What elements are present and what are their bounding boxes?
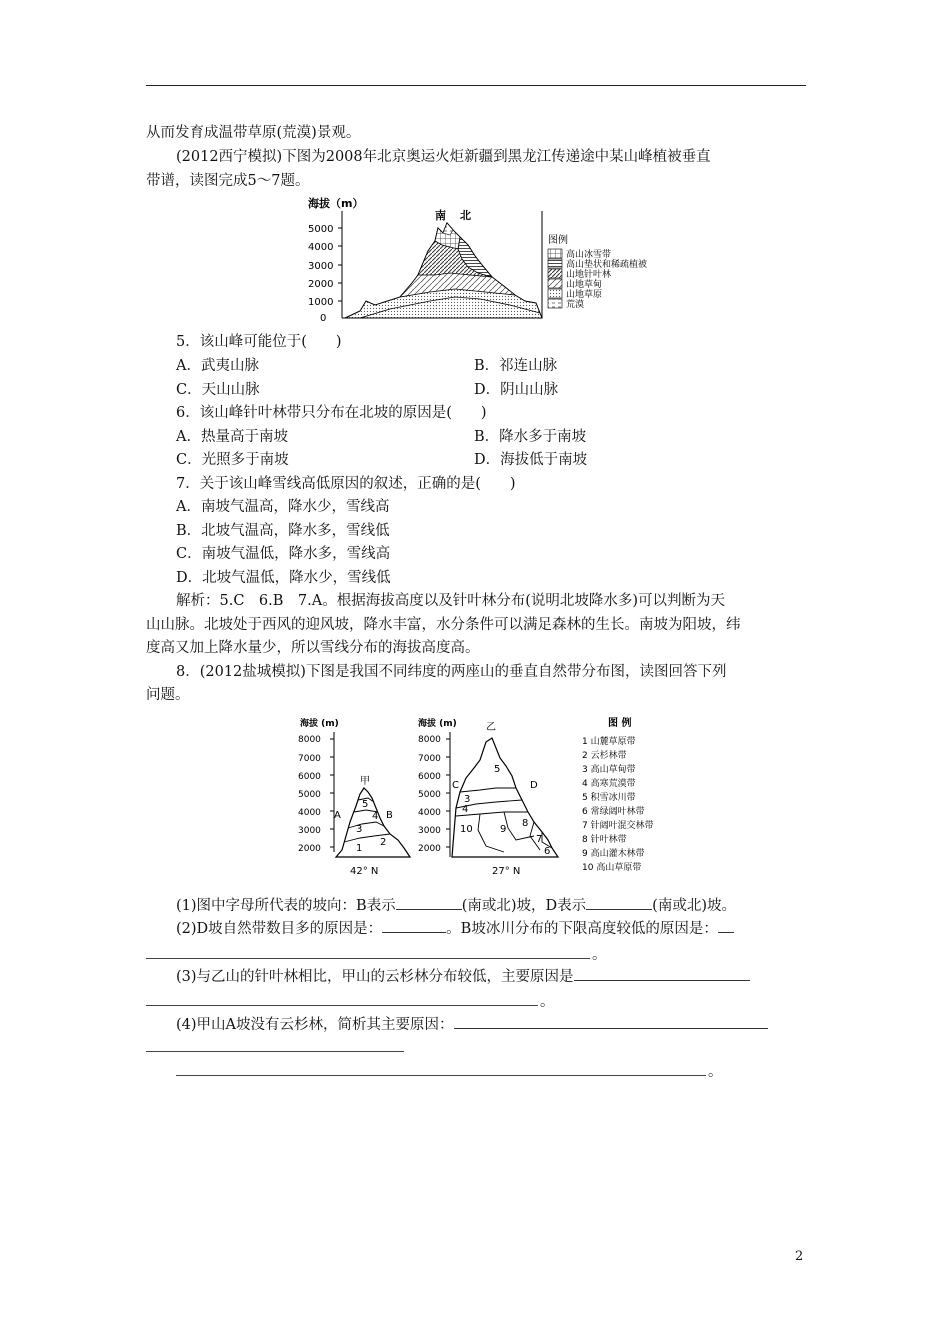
answer-line-a-slope-reason-3[interactable] — [176, 1075, 706, 1076]
fig1-legend-item: 高山垫状和稀疏植被 — [566, 260, 648, 270]
fig2-slope-a: A — [334, 810, 341, 821]
intro-line: 从而发育成温带草原(荒漠)景观。 — [146, 125, 361, 141]
subq-3 — [176, 966, 750, 988]
answer-blank-a-slope-reason[interactable] — [454, 1014, 768, 1029]
fig1-legend-item: 高山冰雪带 — [566, 250, 612, 260]
fig2-legend-item: 8 针叶林带 — [582, 835, 627, 845]
fig2-legend-item: 7 针阔叶混交林带 — [582, 821, 654, 831]
fig1-legend-item: 山地针叶林 — [566, 270, 612, 280]
fig1-ytick: 2000 — [308, 279, 334, 290]
fig2-right-tick: 2000 — [418, 844, 441, 854]
subq-1-part-c: (南或北)坡。 — [652, 898, 736, 914]
subq-2-part-a: (2)D坡自然带数目多的原因是： — [176, 921, 383, 937]
fig2-left-ylabel: 海拔 (m) — [300, 719, 339, 729]
q57-intro-1: (2012西宁模拟)下图为2008年北京奥运火炬新疆到黑龙江传递途中某山峰植被垂直 — [176, 149, 711, 165]
subq-1 — [176, 895, 736, 917]
fig2-slope-c: C — [452, 780, 459, 791]
fig2-slope-d: D — [530, 780, 538, 791]
fig2-right-num: 9 — [500, 824, 507, 835]
fig2-legend-item: 6 常绿阔叶林带 — [582, 807, 645, 817]
fig2-right-num: 3 — [464, 794, 471, 805]
fig2-legend-title: 图 例 — [608, 718, 632, 729]
answer-blank-b-slope[interactable] — [396, 895, 462, 910]
fig2-left-num: 3 — [356, 824, 363, 835]
q7-option-b: B．北坡气温高，降水多，雪线低 — [176, 523, 390, 539]
fig2-left-num: 1 — [356, 843, 363, 854]
header-rule — [146, 85, 806, 86]
fig2-left-tick: 4000 — [298, 808, 321, 818]
q5-stem: 5．该山峰可能位于( ) — [176, 334, 342, 350]
subq-1-part-a: (1)图中字母所代表的坡向：B表示 — [176, 898, 396, 914]
fig2-right-num: 6 — [544, 846, 551, 857]
q6-stem: 6．该山峰针叶林带只分布在北坡的原因是( ) — [176, 405, 487, 421]
answer-line-a-slope-reason-2[interactable] — [146, 1051, 404, 1052]
fig1-legend-item: 荒漠 — [566, 300, 585, 310]
fig2-jia-label: 甲 — [360, 776, 370, 787]
fig2-legend-item: 2 云杉林带 — [582, 751, 627, 761]
fig1-ytick: 1000 — [308, 297, 334, 308]
q7-option-d: D．北坡气温低，降水少，雪线低 — [176, 570, 391, 586]
fig2-left-tick: 8000 — [298, 735, 321, 745]
fig2-legend-item: 9 高山灌木林带 — [582, 849, 645, 859]
subq-1-part-b: (南或北)坡，D表示 — [461, 898, 587, 914]
subq-2-end: 。 — [592, 947, 607, 963]
q6-option-d: D．海拔低于南坡 — [474, 452, 588, 468]
page-number: 2 — [795, 1249, 804, 1264]
subq-3-part-a: (3)与乙山的针叶林相比，甲山的云杉林分布较低，主要原因是 — [176, 969, 574, 985]
fig2-right-tick: 3000 — [418, 826, 441, 836]
q6-option-b: B．降水多于南坡 — [474, 429, 587, 445]
q8-intro-2: 问题。 — [146, 687, 190, 703]
fig2-right-num: 4 — [462, 804, 469, 815]
subq-4 — [176, 1014, 768, 1036]
analysis-line-3: 度高又加上降水量少，所以雪线分布的海拔高度高。 — [146, 640, 480, 656]
subq-3-end: 。 — [540, 994, 555, 1010]
fig2-right-tick: 7000 — [418, 754, 441, 764]
fig2-left-num: 5 — [362, 799, 369, 810]
fig2-left-tick: 5000 — [298, 790, 321, 800]
answer-blank-d-slope[interactable] — [586, 895, 652, 910]
fig1-legend-item: 山地草甸 — [566, 280, 603, 290]
answer-blank-b-reason-start[interactable] — [718, 918, 734, 933]
fig2-right-num: 7 — [536, 834, 543, 845]
fig2-right-num: 8 — [522, 818, 529, 829]
q5-option-c: C．天山山脉 — [176, 382, 260, 398]
vegetation-zone-figure — [300, 193, 690, 323]
subq-4-part-a: (4)甲山A坡没有云杉林，简析其主要原因： — [176, 1017, 454, 1033]
altitude-zone-figure — [290, 712, 710, 880]
fig2-legend-item: 5 积雪冰川带 — [582, 793, 636, 803]
q7-option-c: C．南坡气温低，降水多，雪线高 — [176, 546, 391, 562]
fig2-legend-item: 3 高山草甸带 — [582, 765, 636, 775]
fig2-right-tick: 5000 — [418, 790, 441, 800]
fig2-left-num: 4 — [372, 811, 379, 822]
fig2-right-ylabel: 海拔 (m) — [418, 719, 457, 729]
answer-line-b-reason[interactable] — [146, 958, 590, 959]
fig1-ytick: 3000 — [308, 261, 334, 272]
answer-blank-d-reason[interactable] — [382, 918, 446, 933]
fig1-north-label: 北 — [460, 209, 471, 222]
fig2-yi-label: 乙 — [486, 722, 496, 733]
fig2-right-tick: 6000 — [418, 772, 441, 782]
fig2-legend-item: 1 山麓草原带 — [582, 737, 636, 747]
fig2-left-tick: 7000 — [298, 754, 321, 764]
analysis-line-2: 山山脉。北坡处于西风的迎风坡，降水丰富，水分条件可以满足森林的生长。南坡为阳坡，纬 — [146, 617, 741, 633]
q6-option-c: C．光照多于南坡 — [176, 452, 289, 468]
fig2-slope-b: B — [386, 810, 393, 821]
fig2-right-num: 5 — [494, 764, 501, 775]
q5-option-d: D．阴山山脉 — [474, 382, 559, 398]
fig1-ytick: 0 — [320, 313, 327, 323]
fig2-left-num: 2 — [380, 837, 387, 848]
fig1-ytick: 4000 — [308, 242, 334, 253]
fig2-left-tick: 6000 — [298, 772, 321, 782]
fig2-left-tick: 3000 — [298, 826, 321, 836]
q8-intro-1: 8．(2012盐城模拟)下图是我国不同纬度的两座山的垂直自然带分布图，读图回答下列 — [176, 664, 727, 680]
fig1-south-label: 南 — [435, 209, 446, 222]
answer-line-spruce-reason[interactable] — [146, 1005, 538, 1006]
q5-option-b: B．祁连山脉 — [474, 358, 558, 374]
fig2-right-tick: 8000 — [418, 735, 441, 745]
subq-2 — [176, 918, 734, 940]
answer-blank-spruce-reason[interactable] — [574, 966, 750, 981]
subq-2-part-b: 。B坡冰川分布的下限高度较低的原因是： — [446, 921, 718, 937]
q57-intro-2: 带谱，读图完成5～7题。 — [146, 173, 310, 189]
fig1-legend-title: 图例 — [548, 235, 568, 246]
fig1-ylabel: 海拔（m） — [308, 197, 364, 210]
analysis-line-1: 解析：5.C 6.B 7.A。根据海拔高度以及针叶林分布(说明北坡降水多)可以判断为天 — [176, 593, 726, 609]
fig2-right-num: 10 — [460, 824, 473, 835]
q7-option-a: A．南坡气温高，降水少，雪线高 — [176, 499, 390, 515]
fig2-lat-right: 27° N — [492, 866, 521, 877]
fig1-legend-item: 山地草原 — [566, 290, 603, 300]
fig2-lat-left: 42° N — [350, 866, 379, 877]
fig2-right-tick: 4000 — [418, 808, 441, 818]
fig2-legend-item: 4 高寒荒漠带 — [582, 779, 636, 789]
q7-stem: 7．关于该山峰雪线高低原因的叙述，正确的是( ) — [176, 476, 516, 492]
q5-option-a: A．武夷山脉 — [176, 358, 259, 374]
q6-option-a: A．热量高于南坡 — [176, 429, 288, 445]
fig1-ytick: 5000 — [308, 224, 334, 235]
fig2-left-tick: 2000 — [298, 844, 321, 854]
fig2-legend-item: 10 高山草原带 — [582, 863, 642, 873]
subq-4-end: 。 — [708, 1064, 723, 1080]
